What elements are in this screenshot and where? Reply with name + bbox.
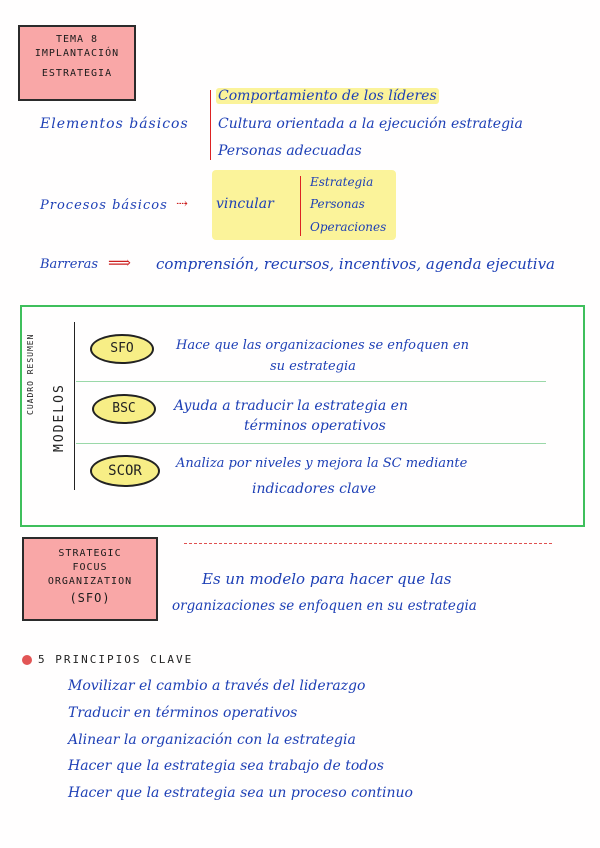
modelos-divider-vertical xyxy=(74,322,75,490)
procesos-label: Procesos básicos xyxy=(40,198,168,213)
modelos-row-3-text-1: Analiza por niveles y mejora la SC mediante xyxy=(176,456,468,471)
principio-item-3: Alinear la organización con la estrategia xyxy=(68,732,356,748)
sfo-desc-1: Es un modelo para hacer que las xyxy=(202,570,452,588)
sfo-box-line-4: (SFO) xyxy=(69,591,111,605)
topic-line-3: ESTRATEGIA xyxy=(41,68,113,79)
principios-title: 5 PRINCIPIOS CLAVE xyxy=(38,653,194,666)
vincular-label: vincular xyxy=(216,196,274,212)
topic-line-1: TEMA 8 xyxy=(55,34,99,45)
modelos-row-1-text-2: su estrategia xyxy=(270,359,356,374)
sfo-dashed-line xyxy=(184,543,552,544)
modelos-row-3-text-2: indicadores clave xyxy=(252,481,376,497)
elementos-label: Elementos básicos xyxy=(40,116,189,132)
elementos-item-3: Personas adecuadas xyxy=(218,143,362,159)
bullet-icon xyxy=(22,655,32,665)
badge-scor: SCOR xyxy=(90,455,160,487)
modelos-side-note: CUADRO RESUMEN xyxy=(26,333,35,415)
procesos-item-2: Personas xyxy=(310,197,365,211)
sfo-box-line-2: FOCUS xyxy=(72,562,108,573)
modelos-row-1-text-1: Hace que las organizaciones se enfoquen en xyxy=(176,338,469,353)
elementos-brace xyxy=(210,90,211,160)
modelos-row-2-text-2: términos operativos xyxy=(244,418,386,434)
modelos-row-divider-1 xyxy=(76,381,546,382)
elementos-item-2: Cultura orientada a la ejecución estrategia xyxy=(218,116,523,132)
topic-title-box xyxy=(18,25,136,101)
modelos-row-2-text-1: Ayuda a traducir la estrategia en xyxy=(174,398,408,414)
barreras-text: comprensión, recursos, incentivos, agenda ejecutiva xyxy=(156,255,555,273)
sfo-desc-2: organizaciones se enfoquen en su estrategia xyxy=(172,598,477,614)
procesos-item-3: Operaciones xyxy=(310,220,387,234)
elementos-item-1: Comportamiento de los líderes xyxy=(218,88,437,104)
procesos-brace xyxy=(300,176,301,236)
sfo-box xyxy=(22,537,158,621)
principio-item-4: Hacer que la estrategia sea trabajo de todos xyxy=(68,758,384,774)
badge-sfo: SFO xyxy=(90,334,154,364)
principio-item-5: Hacer que la estrategia sea un proceso continuo xyxy=(68,785,413,801)
modelos-row-divider-2 xyxy=(76,443,546,444)
sfo-box-line-3: ORGANIZATION xyxy=(47,576,133,587)
badge-bsc: BSC xyxy=(92,394,156,424)
principio-item-2: Traducir en términos operativos xyxy=(68,705,298,721)
modelos-side-title: MODELOS xyxy=(52,383,67,452)
sfo-box-line-1: STRATEGIC xyxy=(58,548,122,559)
topic-line-2: IMPLANTACIÓN xyxy=(34,48,120,59)
principio-item-1: Movilizar el cambio a través del liderazgo xyxy=(68,678,366,694)
barreras-label: Barreras xyxy=(40,257,99,272)
barreras-arrow: ⟹ xyxy=(108,253,131,272)
procesos-item-1: Estrategia xyxy=(310,175,374,189)
procesos-arrow: ⇢ xyxy=(176,196,188,212)
